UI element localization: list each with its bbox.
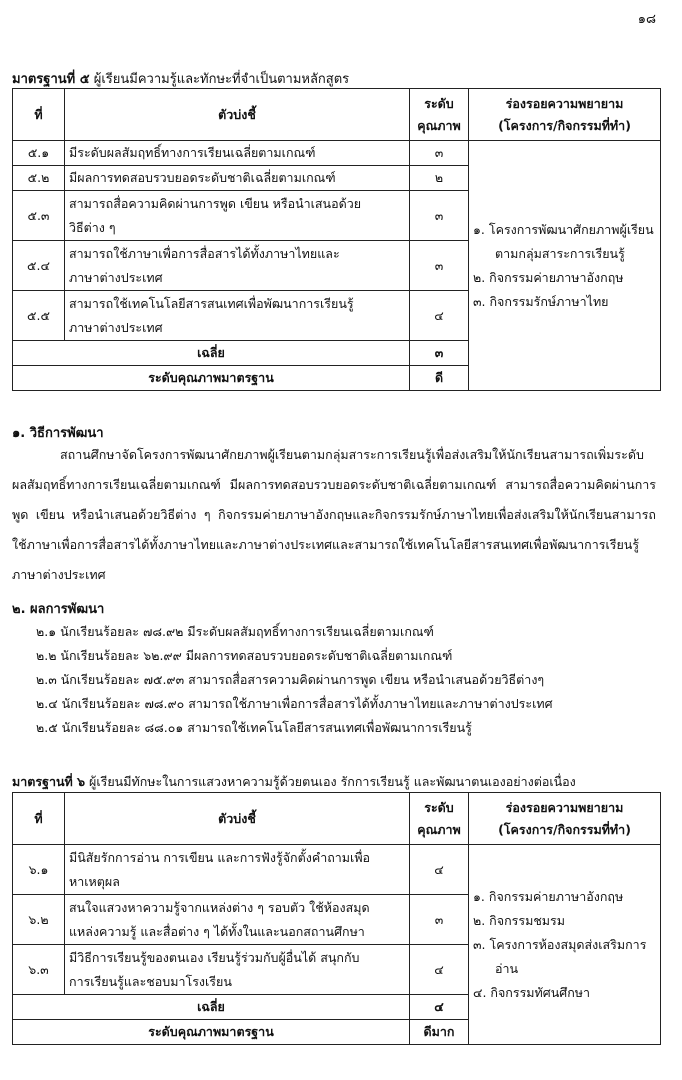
header-no: ที่	[13, 89, 65, 141]
standard5-title	[12, 68, 349, 89]
activity-item: ๒. กิจกรรมชมรม	[473, 912, 565, 928]
average-label: เฉลี่ย	[13, 341, 410, 366]
row-no: ๕.๕	[13, 291, 65, 341]
section1-heading: ๑. วิธีการพัฒนา	[12, 426, 104, 441]
standard6-activities	[469, 845, 661, 1045]
activity-item: ๓. กิจกรรมรักษ์ภาษาไทย	[473, 293, 609, 309]
section1-paragraph: สถานศึกษาจัดโครงการพัฒนาศักยภาพผู้เรียนตามกลุ่มสาระการเรียนรู้เพื่อส่งเสริมให้นักเรียนสามารถเพิ่มระดับผลสัมฤทธิ์ทางการเรียนเฉลี่ยตามเกณฑ์ มีผลการทดสอบรวบยอดระดับชาติเฉลี่ยตามเกณฑ์ สามารถสื่อความคิดผ่านการพูด เขียน หรือนำเสนอด้วยวิธีต่าง ๆ กิจกรรมค่ายภาษาอังกฤษและกิจกรรมรักษ์ภาษาไทยเพื่อส่งเสริมให้นักเรียนสามารถใช้ภาษาเพื่อการสื่อสารได้ทั้งภาษาไทยและภาษาต่างประเทศและสามารถใช้เทคโนโลยีสารสนเทศเพื่อพัฒนาการเรียนรู้ภาษาต่างประเทศ	[12, 447, 656, 582]
quality-value: ดี	[410, 366, 469, 391]
row-level: ๓	[410, 141, 469, 166]
row-no: ๖.๑	[13, 845, 65, 895]
standard6-title	[12, 772, 576, 792]
row-level: ๔	[410, 845, 469, 895]
quality-value: ดีมาก	[410, 1020, 469, 1045]
activity-item: ๓. โครงการห้องสมุดส่งเสริมการอ่าน	[473, 936, 647, 976]
result-item: ๒.๔ นักเรียนร้อยละ ๗๘.๙๐ สามารถใช้ภาษาเพื่อการสื่อสารได้ทั้งภาษาไทยและภาษาต่างประเทศ	[36, 696, 553, 711]
table-row	[13, 845, 661, 895]
row-level: ๓	[410, 241, 469, 291]
activity-item: ๔. กิจกรรมทัศนศึกษา	[473, 984, 591, 1000]
header-no: ที่	[13, 793, 65, 845]
row-no: ๖.๒	[13, 895, 65, 945]
standard5-title-bold: มาตรฐานที่ ๕	[12, 72, 90, 87]
section2-heading: ๒. ผลการพัฒนา	[12, 602, 105, 617]
row-level: ๔	[410, 945, 469, 995]
standard5-title-rest: ผู้เรียนมีความรู้และทักษะที่จำเป็นตามหลักสูตร	[89, 72, 350, 87]
result-item: ๒.๒ นักเรียนร้อยละ ๖๒.๙๙ มีผลการทดสอบรวบยอดระดับชาติเฉลี่ยตามเกณฑ์	[36, 648, 453, 663]
activity-item: ๑. โครงการพัฒนาศักยภาพผู้เรียนตามกลุ่มสาระการเรียนรู้	[473, 221, 654, 261]
average-value: ๓	[410, 341, 469, 366]
row-indicator: มีระดับผลสัมฤทธิ์ทางการเรียนเฉลี่ยตามเกณฑ์	[65, 141, 410, 166]
row-indicator: มีวิธีการเรียนรู้ของตนเอง เรียนรู้ร่วมกับผู้อื่นได้ สนุกกับ การเรียนรู้และชอบมาโรงเรียน	[65, 945, 410, 995]
result-item: ๒.๓ นักเรียนร้อยละ ๗๕.๙๓ สามารถสื่อสารความคิดผ่านการพูด เขียน หรือนำเสนอด้วยวิธีต่างๆ	[36, 672, 545, 687]
row-indicator: มีนิสัยรักการอ่าน การเขียน และการฟังรู้จักตั้งคำถามเพื่อ หาเหตุผล	[65, 845, 410, 895]
standard5-activities	[469, 141, 661, 391]
row-no: ๖.๓	[13, 945, 65, 995]
header-evidence: ร่องรอยความพยายาม (โครงการ/กิจกรรมที่ทำ)	[469, 89, 661, 141]
row-indicator: สามารถสื่อความคิดผ่านการพูด เขียน หรือนำเสนอด้วย วิธีต่าง ๆ	[65, 191, 410, 241]
row-level: ๒	[410, 166, 469, 191]
row-level: ๓	[410, 191, 469, 241]
row-no: ๕.๑	[13, 141, 65, 166]
row-indicator: สามารถใช้ภาษาเพื่อการสื่อสารได้ทั้งภาษาไทยและ ภาษาต่างประเทศ	[65, 241, 410, 291]
header-indicator: ตัวบ่งชี้	[65, 89, 410, 141]
row-no: ๕.๒	[13, 166, 65, 191]
row-no: ๕.๔	[13, 241, 65, 291]
header-indicator: ตัวบ่งชี้	[65, 793, 410, 845]
header-level: ระดับ คุณภาพ	[410, 793, 469, 845]
activity-item: ๒. กิจกรรมค่ายภาษาอังกฤษ	[473, 269, 624, 285]
header-level: ระดับ คุณภาพ	[410, 89, 469, 141]
table-row	[13, 141, 661, 166]
quality-label: ระดับคุณภาพมาตรฐาน	[13, 1020, 410, 1045]
standard6-table	[12, 792, 661, 1045]
row-indicator: มีผลการทดสอบรวบยอดระดับชาติเฉลี่ยตามเกณฑ์	[65, 166, 410, 191]
result-item: ๒.๑ นักเรียนร้อยละ ๗๘.๙๒ มีระดับผลสัมฤทธิ์ทางการเรียนเฉลี่ยตามเกณฑ์	[36, 624, 434, 639]
row-level: ๔	[410, 291, 469, 341]
row-no: ๕.๓	[13, 191, 65, 241]
average-value: ๔	[410, 995, 469, 1020]
section2-results	[36, 620, 656, 740]
average-label: เฉลี่ย	[13, 995, 410, 1020]
standard5-table	[12, 88, 661, 391]
standard6-title-bold: มาตรฐานที่ ๖	[12, 774, 86, 789]
activity-item: ๑. กิจกรรมค่ายภาษาอังกฤษ	[473, 888, 624, 904]
row-indicator: สามารถใช้เทคโนโลยีสารสนเทศเพื่อพัฒนาการเรียนรู้ ภาษาต่างประเทศ	[65, 291, 410, 341]
page-number: ๑๘	[637, 12, 656, 27]
standard6-title-rest: ผู้เรียนมีทักษะในการแสวงหาความรู้ด้วยตนเอง รักการเรียนรู้ และพัฒนาตนเองอย่างต่อเนื่อง	[85, 774, 576, 789]
row-level: ๓	[410, 895, 469, 945]
header-evidence: ร่องรอยความพยายาม (โครงการ/กิจกรรมที่ทำ)	[469, 793, 661, 845]
quality-label: ระดับคุณภาพมาตรฐาน	[13, 366, 410, 391]
result-item: ๒.๕ นักเรียนร้อยละ ๘๘.๐๑ สามารถใช้เทคโนโลยีสารสนเทศเพื่อพัฒนาการเรียนรู้	[36, 720, 472, 735]
row-indicator: สนใจแสวงหาความรู้จากแหล่งต่าง ๆ รอบตัว ใช้ห้องสมุด แหล่งความรู้ และสื่อต่าง ๆ ได้ทั้งในและนอกสถานศึกษา	[65, 895, 410, 945]
